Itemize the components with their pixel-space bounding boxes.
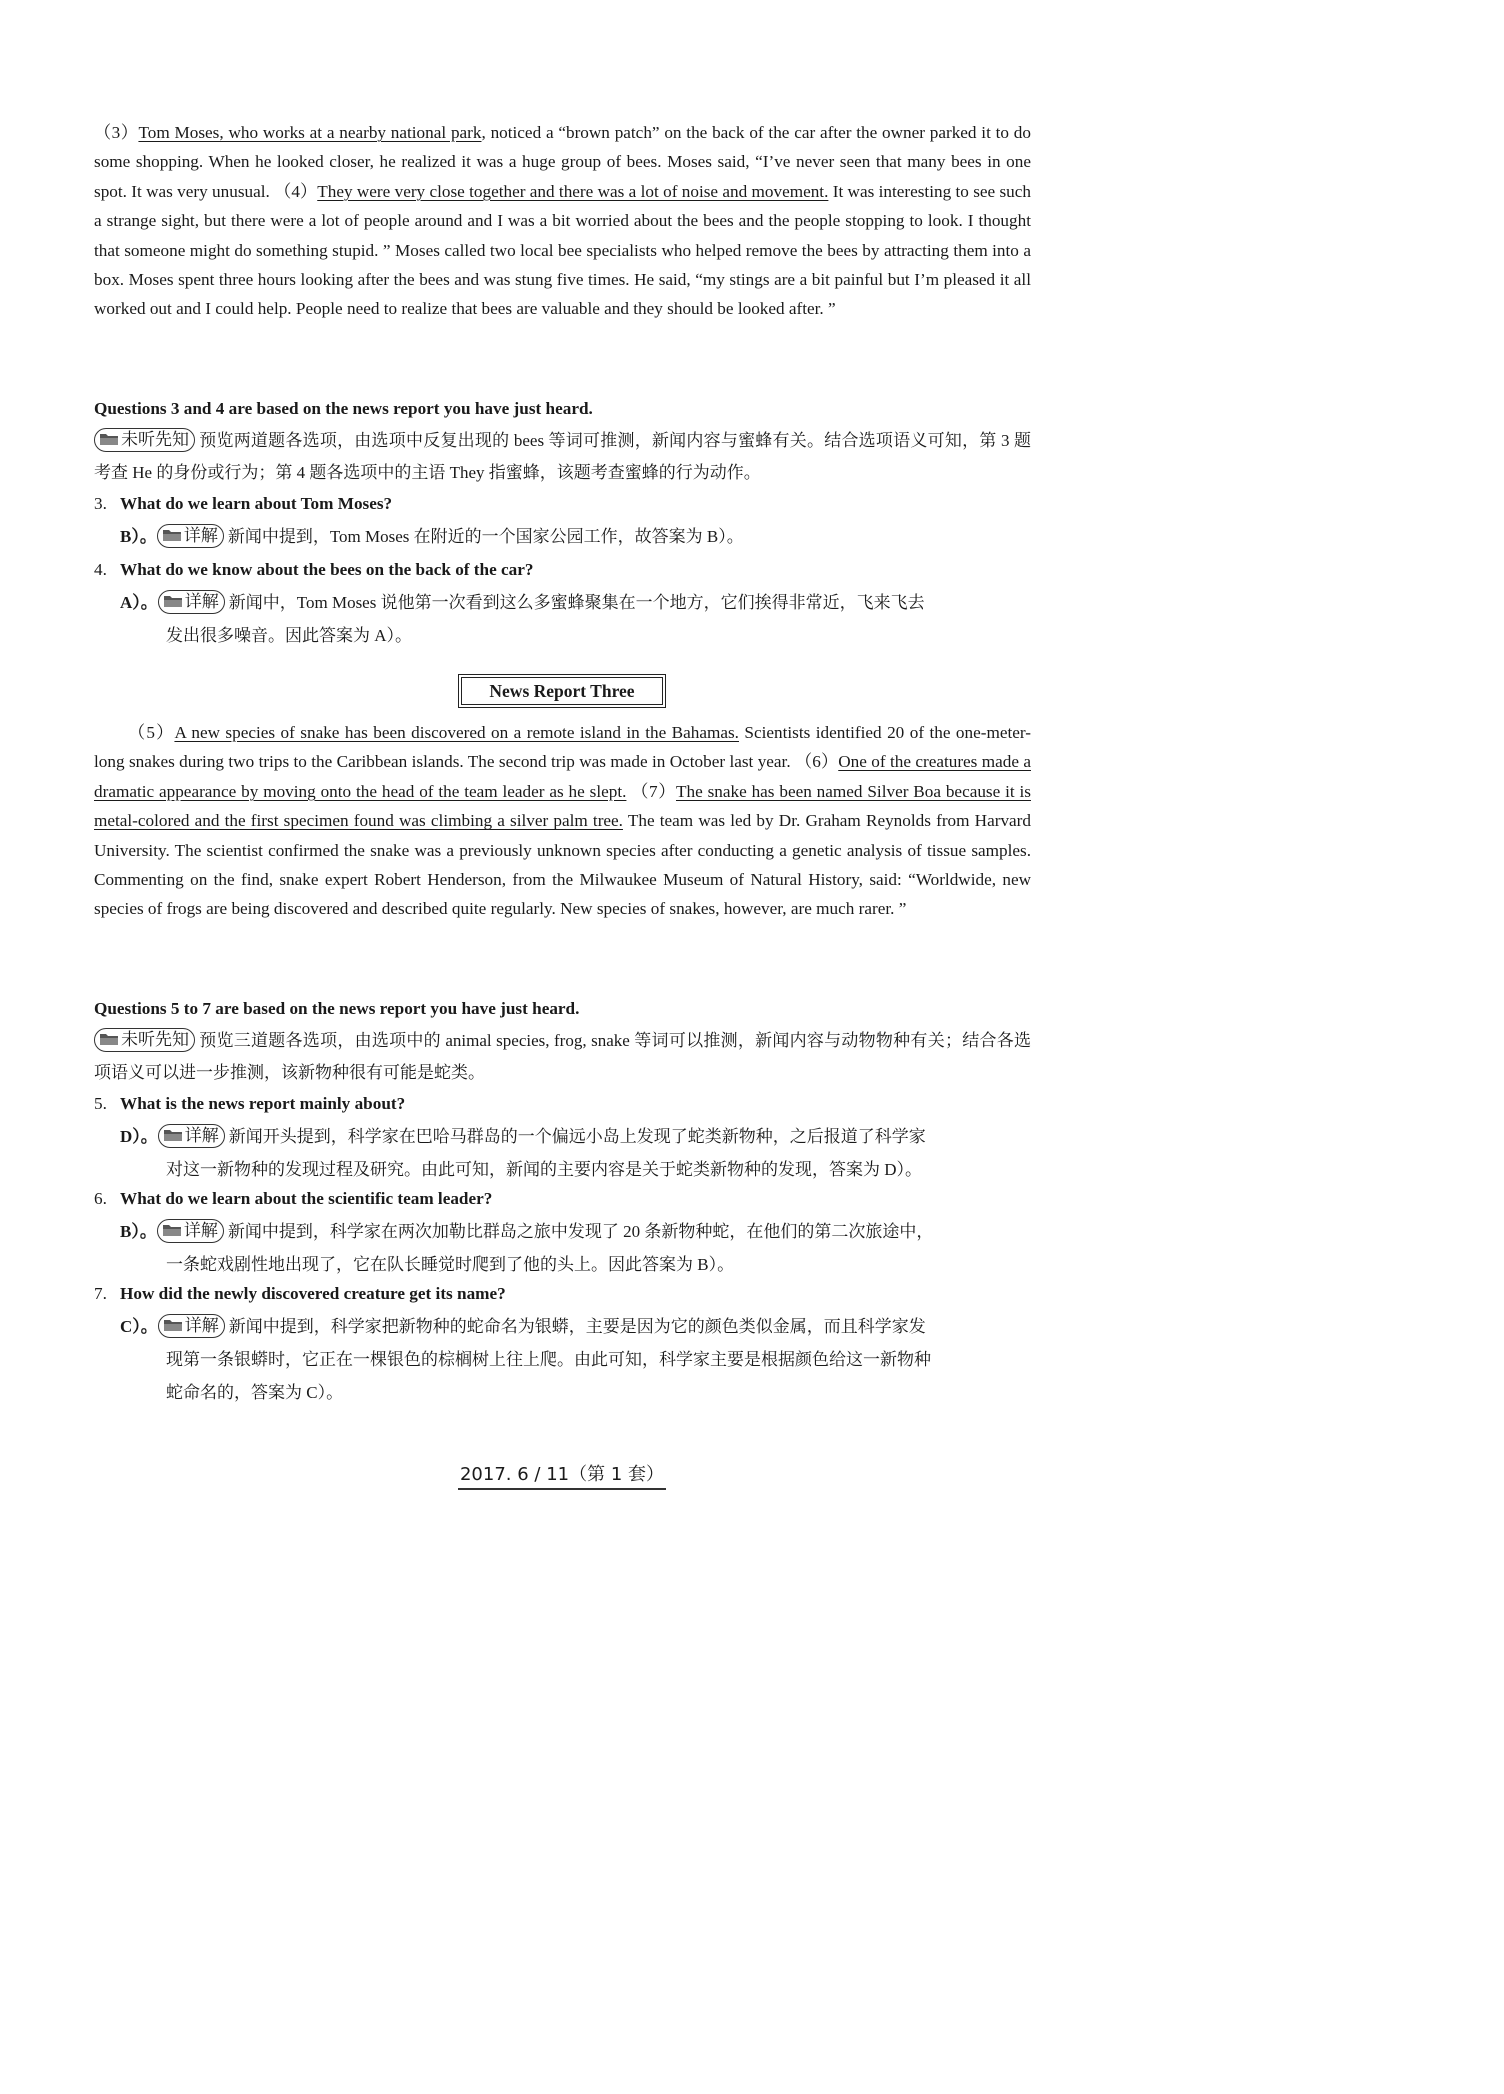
explain-badge bbox=[157, 524, 224, 548]
explanation-text: 新闻中提到，Tom Moses 在附近的一个国家公园工作，故答案为 B）。 bbox=[227, 527, 744, 546]
underlined-sentence-3: Tom Moses, who works at a nearby national park bbox=[138, 123, 482, 142]
folder-icon bbox=[162, 1223, 182, 1237]
question-text: What is the news report mainly about? bbox=[120, 1094, 406, 1113]
explanation-text-continued: 一条蛇戏剧性地出现了，它在队长睡觉时爬到了他的头上。因此答案为 B）。 bbox=[166, 1255, 735, 1274]
answer-6 bbox=[120, 1215, 1031, 1281]
explain-label: 详解 bbox=[184, 1126, 219, 1146]
paragraph-text: It was interesting to see such a strange sight, but there were a lot of people around and I was a bit worried about the bees and the people stopping to look. I thought that someone might do something stupid. ” Moses called two local bee specialists who helped remove the bees by attracting them into a box. Moses spent three hours looking after the bees and was stung five times. He said, “my stings are a bit painful but I’m pleased it all worked out and I could help. People need to realize that bees are valuable and they should be looked after. ” bbox=[94, 181, 1031, 319]
preview-badge bbox=[94, 428, 195, 452]
question-6 bbox=[94, 1186, 1031, 1212]
paragraph-text: Scientists identified 20 of the one-meter-long snakes during two trips to the Caribbean islands. The second trip was made in October last year. （6） bbox=[94, 723, 1031, 772]
question-3 bbox=[94, 491, 1031, 517]
question-number: 3. bbox=[94, 494, 107, 513]
question-text: What do we learn about the scientific team leader? bbox=[120, 1189, 493, 1208]
answer-letter: D）。 bbox=[120, 1127, 158, 1146]
explanation-text-continued: 对这一新物种的发现过程及研究。由此可知，新闻的主要内容是关于蛇类新物种的发现，答案为 D）。 bbox=[166, 1160, 923, 1179]
explain-badge bbox=[158, 1124, 225, 1148]
question-number: 7. bbox=[94, 1284, 107, 1303]
question-number: 4. bbox=[94, 560, 107, 579]
underlined-sentence-4: They were very close together and there was a lot of noise and movement. bbox=[317, 181, 829, 201]
folder-icon bbox=[162, 528, 182, 542]
answer-letter: C）。 bbox=[120, 1317, 158, 1336]
report-two-paragraph bbox=[94, 118, 1031, 324]
question-4 bbox=[94, 557, 1031, 583]
explanation-text-continued: 发出很多噪音。因此答案为 A）。 bbox=[166, 626, 413, 645]
question-number: 6. bbox=[94, 1189, 107, 1208]
page-footer: 2017. 6 / 11（第 1 套） bbox=[458, 1462, 666, 1490]
answer-letter: B）。 bbox=[120, 527, 157, 546]
explain-badge bbox=[158, 1314, 225, 1338]
section-title-box bbox=[458, 674, 666, 708]
explanation-text-continued: 蛇命名的，答案为 C）。 bbox=[166, 1383, 344, 1402]
explanation-text: 新闻中提到，科学家在两次加勒比群岛之旅中发现了 20 条新物种蛇，在他们的第二次旅途中， bbox=[227, 1222, 934, 1241]
folder-icon bbox=[163, 1128, 183, 1142]
answer-letter: B）。 bbox=[120, 1222, 157, 1241]
marker-5: （5） bbox=[128, 723, 175, 742]
preview-badge bbox=[94, 1028, 195, 1052]
marker-3: （3） bbox=[94, 123, 139, 142]
questions-heading: Questions 3 and 4 are based on the news report you have just heard. bbox=[94, 399, 593, 418]
preview-tip-1 bbox=[94, 425, 1031, 489]
question-7 bbox=[94, 1281, 1031, 1307]
underlined-sentence-5: A new species of snake has been discovered on a remote island in the Bahamas. bbox=[174, 723, 739, 742]
paragraph-text: , noticed a “brown patch” on the back of the car after the owner parked it to do some shopping. When he looked closer, he realized it was a huge group of bees. Moses said, “I’ve never seen that many bees in one spot. It was very unusual. （4） bbox=[94, 123, 1031, 201]
explain-label: 详解 bbox=[184, 1316, 219, 1336]
preview-tip-2 bbox=[94, 1025, 1031, 1089]
question-text: What do we know about the bees on the back of the car? bbox=[120, 560, 534, 579]
preview-label: 未听先知 bbox=[121, 1030, 189, 1050]
explain-label: 详解 bbox=[183, 1221, 218, 1241]
preview-text: 预览两道题各选项，由选项中反复出现的 bees 等词可推测，新闻内容与蜜蜂有关。结合选项语义可知，第 3 题考查 He 的身份或行为；第 4 题各选项中的主语 They 指蜜蜂，该题考查蜜蜂的行为动作。 bbox=[94, 431, 1031, 482]
question-text: What do we learn about Tom Moses? bbox=[120, 494, 393, 513]
question-text: How did the newly discovered creature get its name? bbox=[120, 1284, 506, 1303]
explain-badge bbox=[158, 590, 225, 614]
answer-7 bbox=[120, 1310, 1031, 1409]
question-number: 5. bbox=[94, 1094, 107, 1113]
explain-label: 详解 bbox=[184, 592, 219, 612]
answer-4 bbox=[120, 586, 1031, 652]
questions-heading: Questions 5 to 7 are based on the news report you have just heard. bbox=[94, 999, 580, 1018]
section-title: News Report Three bbox=[461, 677, 663, 705]
question-5 bbox=[94, 1091, 1031, 1117]
report-three-paragraph bbox=[94, 718, 1031, 924]
underlined-sentence-7: The snake has been named Silver Boa because it is metal-colored and the first specimen found was climbing a silver palm tree. bbox=[94, 781, 1031, 831]
explain-label: 详解 bbox=[183, 526, 218, 546]
folder-icon bbox=[99, 432, 119, 446]
explanation-text: 新闻中，Tom Moses 说他第一次看到这么多蜜蜂聚集在一个地方，它们挨得非常近，飞来飞去 bbox=[228, 593, 925, 612]
explanation-text: 新闻中提到，科学家把新物种的蛇命名为银蟒，主要是因为它的颜色类似金属，而且科学家发 bbox=[228, 1317, 926, 1336]
answer-3 bbox=[120, 520, 1031, 553]
underlined-sentence-6: One of the creatures made a dramatic appearance by moving onto the head of the team leader as he slept. bbox=[94, 752, 1031, 801]
answer-5 bbox=[120, 1120, 1031, 1186]
questions-3-4-header bbox=[94, 396, 1031, 422]
explain-badge bbox=[157, 1219, 224, 1243]
preview-text: 预览三道题各选项，由选项中的 animal species, frog, snake 等词可以推测，新闻内容与动物物种有关；结合各选项语义可以进一步推测，该新物种很有可能是蛇类。 bbox=[94, 1031, 1031, 1082]
explanation-text: 新闻开头提到，科学家在巴哈马群岛的一个偏远小岛上发现了蛇类新物种，之后报道了科学家 bbox=[228, 1127, 926, 1146]
marker-7: （7） bbox=[626, 781, 676, 801]
preview-label: 未听先知 bbox=[121, 430, 189, 450]
folder-icon bbox=[99, 1032, 119, 1046]
answer-letter: A）。 bbox=[120, 593, 158, 612]
folder-icon bbox=[163, 1318, 183, 1332]
explanation-text-continued: 现第一条银蟒时，它正在一棵银色的棕榈树上往上爬。由此可知，科学家主要是根据颜色给这一新物种 bbox=[166, 1350, 931, 1369]
questions-5-7-header bbox=[94, 996, 1031, 1022]
paragraph-text: The team was led by Dr. Graham Reynolds from Harvard University. The scientist confirmed the snake was a previously unknown species after conducting a genetic analysis of tissue samples. Commenting on the find, snake expert Robert Henderson, from the Milwaukee Museum of Natural History, said: “Worldwide, new species of frogs are being discovered and described quite regularly. New species of snakes, however, are much rarer. ” bbox=[94, 811, 1031, 919]
folder-icon bbox=[163, 594, 183, 608]
